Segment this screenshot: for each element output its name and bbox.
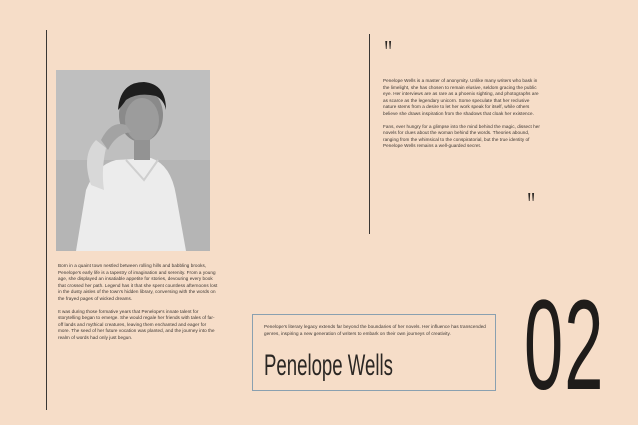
close-quote-mark: " <box>527 186 536 223</box>
portrait-illustration <box>56 70 210 251</box>
left-bio-text <box>58 263 218 342</box>
right-paragraph-1: Penelope Wells is a master of anonymity. Unlike many writers who bask in the limelight, she has chosen to remain elusive, seldom gracing the public eye. Her interviews are as rare as a phoenix sighting, and photographs are as scarce as the legendary unicorn. Some speculate that her reclusive nature stems from a desire to let her work speak for itself, while others believe she draws inspiration from the shadows that cloak her existence. <box>383 78 539 116</box>
right-paragraph-2: Fans, ever hungry for a glimpse into the mind behind the magic, dissect her novels for clues about the woman behind the words. Theories abound, ranging from the whimsical to the conspiratorial, but the true identity of Penelope Wells remains a well-guarded secret. <box>383 123 540 149</box>
center-divider-line <box>369 34 370 234</box>
open-quote-mark: " <box>384 34 393 71</box>
right-quote-text <box>383 78 541 150</box>
author-name: Penelope Wells <box>264 349 393 382</box>
bio-box-text: Penelope's literary legacy extends far beyond the boundaries of her novels. Her influence has transcended genres, inspiring a new generation of writers to embark on their own journeys of creativity. <box>264 324 486 336</box>
left-paragraph-1: Born in a quaint town nestled between rolling hills and babbling brooks, Penelope's early life is a tapestry of imagination and serenity. From a young age, she displayed an insatiable appetite for stories, devouring every book that crossed her path. Legend has it that she spent countless afternoons lost in the dusty aisles of the town's hidden library, conversing with the words on the frayed pages of wicked dreams. <box>58 263 218 301</box>
left-divider-line <box>46 30 47 410</box>
page-number: 02 <box>524 274 605 417</box>
author-photo <box>56 70 210 251</box>
left-paragraph-2: It was during those formative years that Penelope's innate talent for storytelling began to emerge. She would regale her friends with tales of far-off lands and mythical creatures, leaving them enchanted and eager for more. The seed of her future vocation was planted, and the journey into the realm of words had only just begun. <box>58 308 215 340</box>
